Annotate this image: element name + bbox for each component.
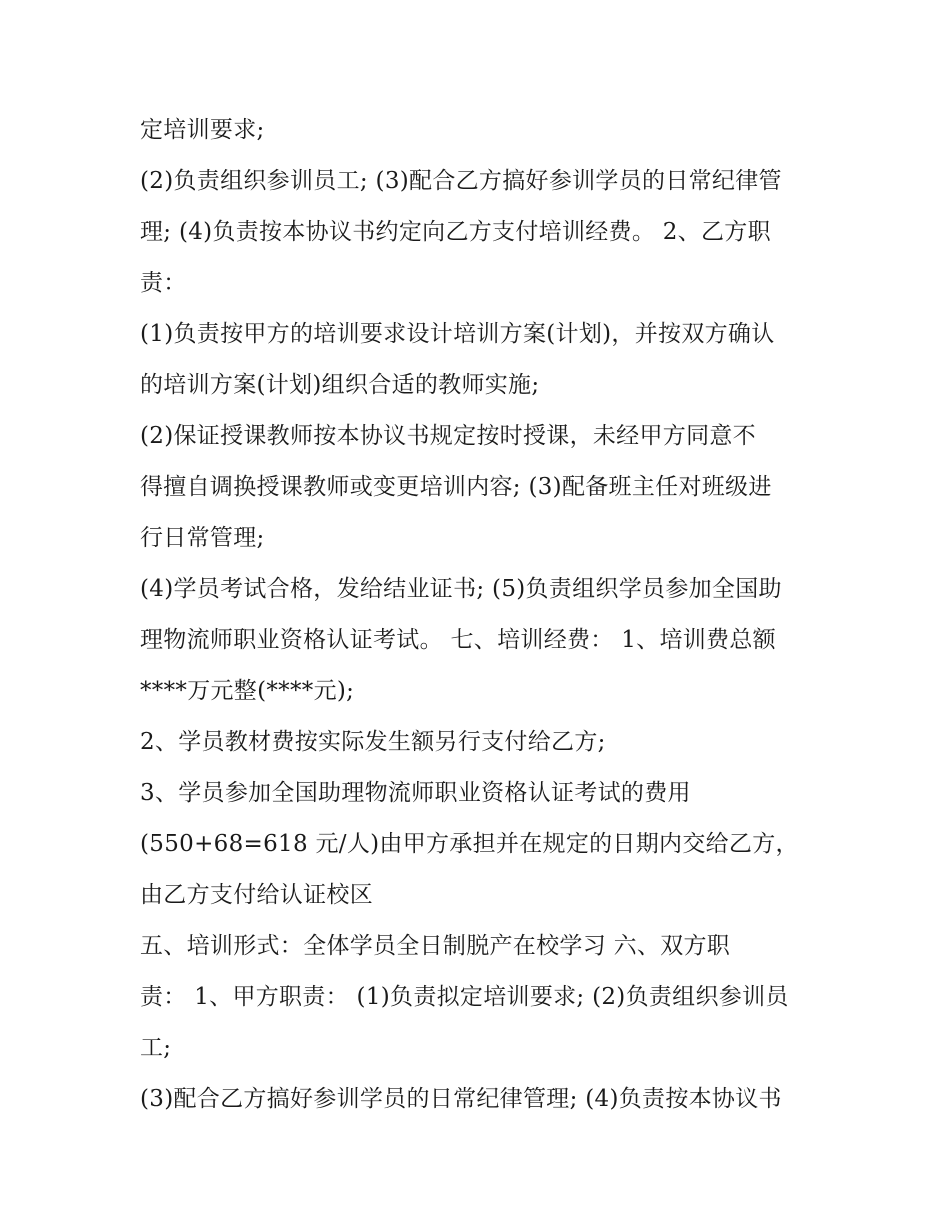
text-line: 五、培训形式：全体学员全日制脱产在校学习 六、双方职 xyxy=(140,933,731,959)
text-line: 得擅自调换授课教师或变更培训内容; (3)配备班主任对班级进 xyxy=(140,474,772,500)
text-line: 定培训要求; xyxy=(140,117,265,143)
text-line: 3、学员参加全国助理物流师职业资格认证考试的费用 xyxy=(140,780,691,806)
text-line: (2)保证授课教师按本协议书规定按时授课，未经甲方同意不 xyxy=(140,423,756,449)
text-line: 理物流师职业资格认证考试。 七、培训经费： 1、培训费总额 xyxy=(140,627,776,653)
text-line: (550+68=618 元/人)由甲方承担并在规定的日期内交给乙方， xyxy=(140,831,799,857)
text-line: (2)负责组织参训员工; (3)配合乙方搞好参训学员的日常纪律管 xyxy=(140,168,782,194)
text-line: (3)配合乙方搞好参训学员的日常纪律管理; (4)负责按本协议书 xyxy=(140,1086,782,1112)
text-line: 责： xyxy=(140,270,187,296)
text-line: 工; xyxy=(140,1035,172,1061)
text-line: 理; (4)负责按本协议书约定向乙方支付培训经费。 2、乙方职 xyxy=(140,219,771,245)
text-line: 责： 1、甲方职责： (1)负责拟定培训要求; (2)负责组织参训员 xyxy=(140,984,789,1010)
text-line: (1)负责按甲方的培训要求设计培训方案(计划)，并按双方确认 xyxy=(140,321,775,347)
document-body xyxy=(140,110,820,1119)
text-line: (4)学员考试合格，发给结业证书; (5)负责组织学员参加全国助 xyxy=(140,576,782,602)
text-line: ****万元整(****元); xyxy=(140,678,355,704)
text-line: 由乙方支付给认证校区 xyxy=(140,882,373,908)
text-line: 的培训方案(计划)组织合适的教师实施; xyxy=(140,372,540,398)
text-line: 2、学员教材费按实际发生额另行支付给乙方; xyxy=(140,729,606,755)
text-line: 行日常管理; xyxy=(140,525,265,551)
